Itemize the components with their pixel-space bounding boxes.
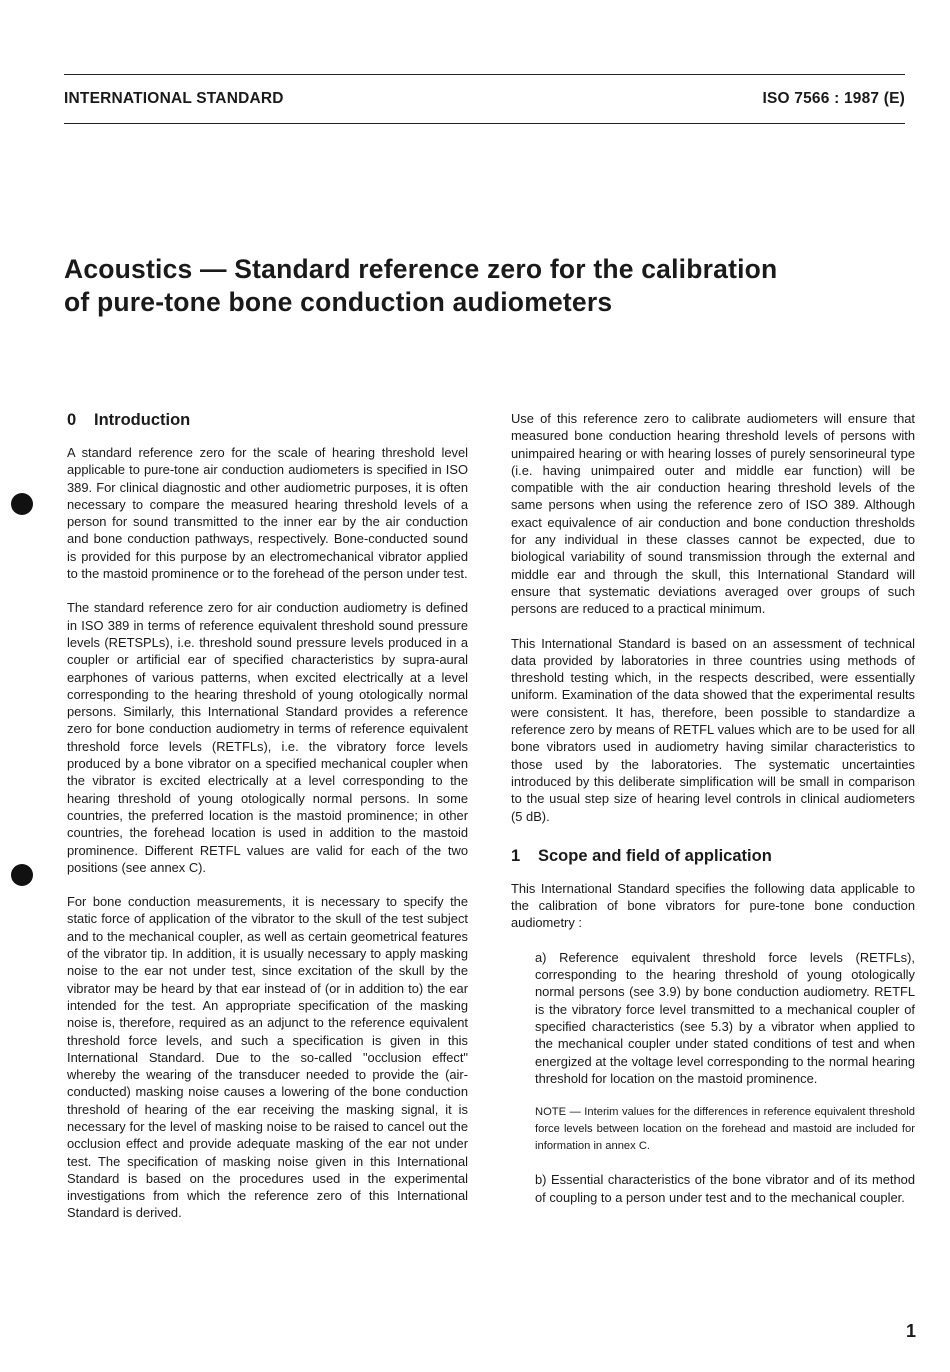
margin-bullet-dot <box>11 864 33 886</box>
list-item-a: a) Reference equivalent threshold force levels (RETFLs), corresponding to the hearing threshold of young otologically normal persons (see 3.9) by bone conduction audiometry. RETFL is the vibratory force level transmitted to a mechanical coupler of specified characteristics (see 5.3) by a vibrator when applied to the mechanical coupler under stated conditions of test and when energized at the voltage level corresponding to the normal hearing threshold for location on the mastoid prominence. <box>535 949 915 1086</box>
document-title <box>64 253 904 319</box>
paragraph: For bone conduction measurements, it is necessary to specify the static force of application of the vibrator to the skull of the test subject and to the mechanical coupler, as well as certain geometrical features of the vibrator tip. In addition, it is usually necessary to apply masking noise to the ear not under test, since excitation of the skull by the vibrator may be heard by that ear instead of (or in addition to) the ear intended for the test. An appropriate specification of the masking noise is, therefore, required as an adjunct to the reference equivalent threshold force levels, and such a specification is given in this International Standard. Due to the so-called "occlusion effect" whereby the wearing of the transducer needed to provide the (air-conducted) masking noise causes a lowering of the bone conduction threshold of hearing of the ear receiving the masking signal, it is necessary for the level of masking noise to be raised to cancel out the occlusion effect and provide adequate masking of the ear not under test. The specification of masking noise given in this International Standard is based on the procedures used in the experimental investigations from which the reference zero of this International Standard is derived. <box>67 894 468 1221</box>
section-heading-scope <box>511 846 915 866</box>
header-standard-number: ISO 7566 : 1987 (E) <box>762 90 905 107</box>
page-number: 1 <box>905 1321 916 1341</box>
left-column <box>67 410 468 1239</box>
title-line-1: Acoustics — Standard reference zero for the calibration <box>64 254 778 284</box>
section-number: 0 <box>67 411 77 429</box>
note: NOTE — Interim values for the differences in reference equivalent threshold force levels between location on the forehead and mastoid are included for information in annex C. <box>535 1106 915 1152</box>
paragraph: This International Standard is based on an assessment of technical data provided by laboratories in three countries using methods of threshold testing which, in the respects described, were essentially uniform. Examination of the data showed that the experimental results were consistent. It has, therefore, been possible to standardize a reference zero by means of RETFL values which are to be used for all bone vibrators used in audiometry having similar characteristics to those used by the laboratories. The systematic uncertainties introduced by this deliberate simplification will be small in comparison to the usual step size of hearing level controls in clinical audiometers (5 dB). <box>511 635 915 824</box>
paragraph: Use of this reference zero to calibrate audiometers will ensure that measured bone conduction hearing threshold levels of persons with unimpaired hearing or with hearing losses of purely sensorineural type (i.e. having unimpaired outer and middle ear function) will be compatible with the air conduction hearing threshold levels of the same persons when using the reference zero of ISO 389. Although exact equivalence of air conduction and bone conduction thresholds for any individual in these classes cannot be expected, due to biological variability of sound transmission through the external and middle ear and through the skull, this International Standard will ensure that systematic deviations averaged over groups of such persons are reduced to a practical minimum. <box>511 411 915 617</box>
section-title: Scope and field of application <box>538 846 772 865</box>
right-column <box>511 410 915 1223</box>
list-item-b: b) Essential characteristics of the bone vibrator and of its method of coupling to a person under test and to the mechanical coupler. <box>535 1172 915 1205</box>
paragraph: The standard reference zero for air conduction audiometry is defined in ISO 389 in terms of reference equivalent threshold sound pressure levels (RETSPLs), i.e. threshold sound pressure levels produced in a coupler or artificial ear of specified characteristics by supra-aural earphones of various patterns, when excited electrically at a level corresponding to the hearing threshold of young otologically normal persons. Similarly, this International Standard provides a reference zero for bone conduction audiometry in terms of reference equivalent threshold force levels (RETFLs), i.e. the vibratory force levels produced by a bone vibrator on a specified mechanical coupler when the vibrator is excited electrically at a level corresponding to the hearing threshold of young otologically normal persons. In some countries, the preferred location is the mastoid prominence; in other countries, the forehead location is used in addition to the mastoid prominence. Different RETFL values are valid for each of the two positions (see annex C). <box>67 600 468 875</box>
margin-bullet-dot <box>11 493 33 515</box>
paragraph: A standard reference zero for the scale of hearing threshold level applicable to pure-tone air conduction audiometers is specified in ISO 389. For clinical diagnostic and other audiometric purposes, it is often necessary to compare the measured hearing threshold levels of a person for sound transmitted to the inner ear by the air conduction and bone conduction pathways, respectively. Bone-conducted sound is provided for this purpose by an electromechanical vibrator applied to the mastoid prominence or to the forehead of the person under test. <box>67 445 468 582</box>
header-standard-type: INTERNATIONAL STANDARD <box>64 90 284 107</box>
paragraph: This International Standard specifies the following data applicable to the calibration of bone vibrators for pure-tone bone conduction audiometry : <box>511 880 915 931</box>
section-heading-introduction <box>67 410 468 430</box>
section-number: 1 <box>511 846 521 865</box>
title-line-2: of pure-tone bone conduction audiometers <box>64 287 613 317</box>
section-title: Introduction <box>94 411 191 429</box>
running-header <box>64 74 905 124</box>
